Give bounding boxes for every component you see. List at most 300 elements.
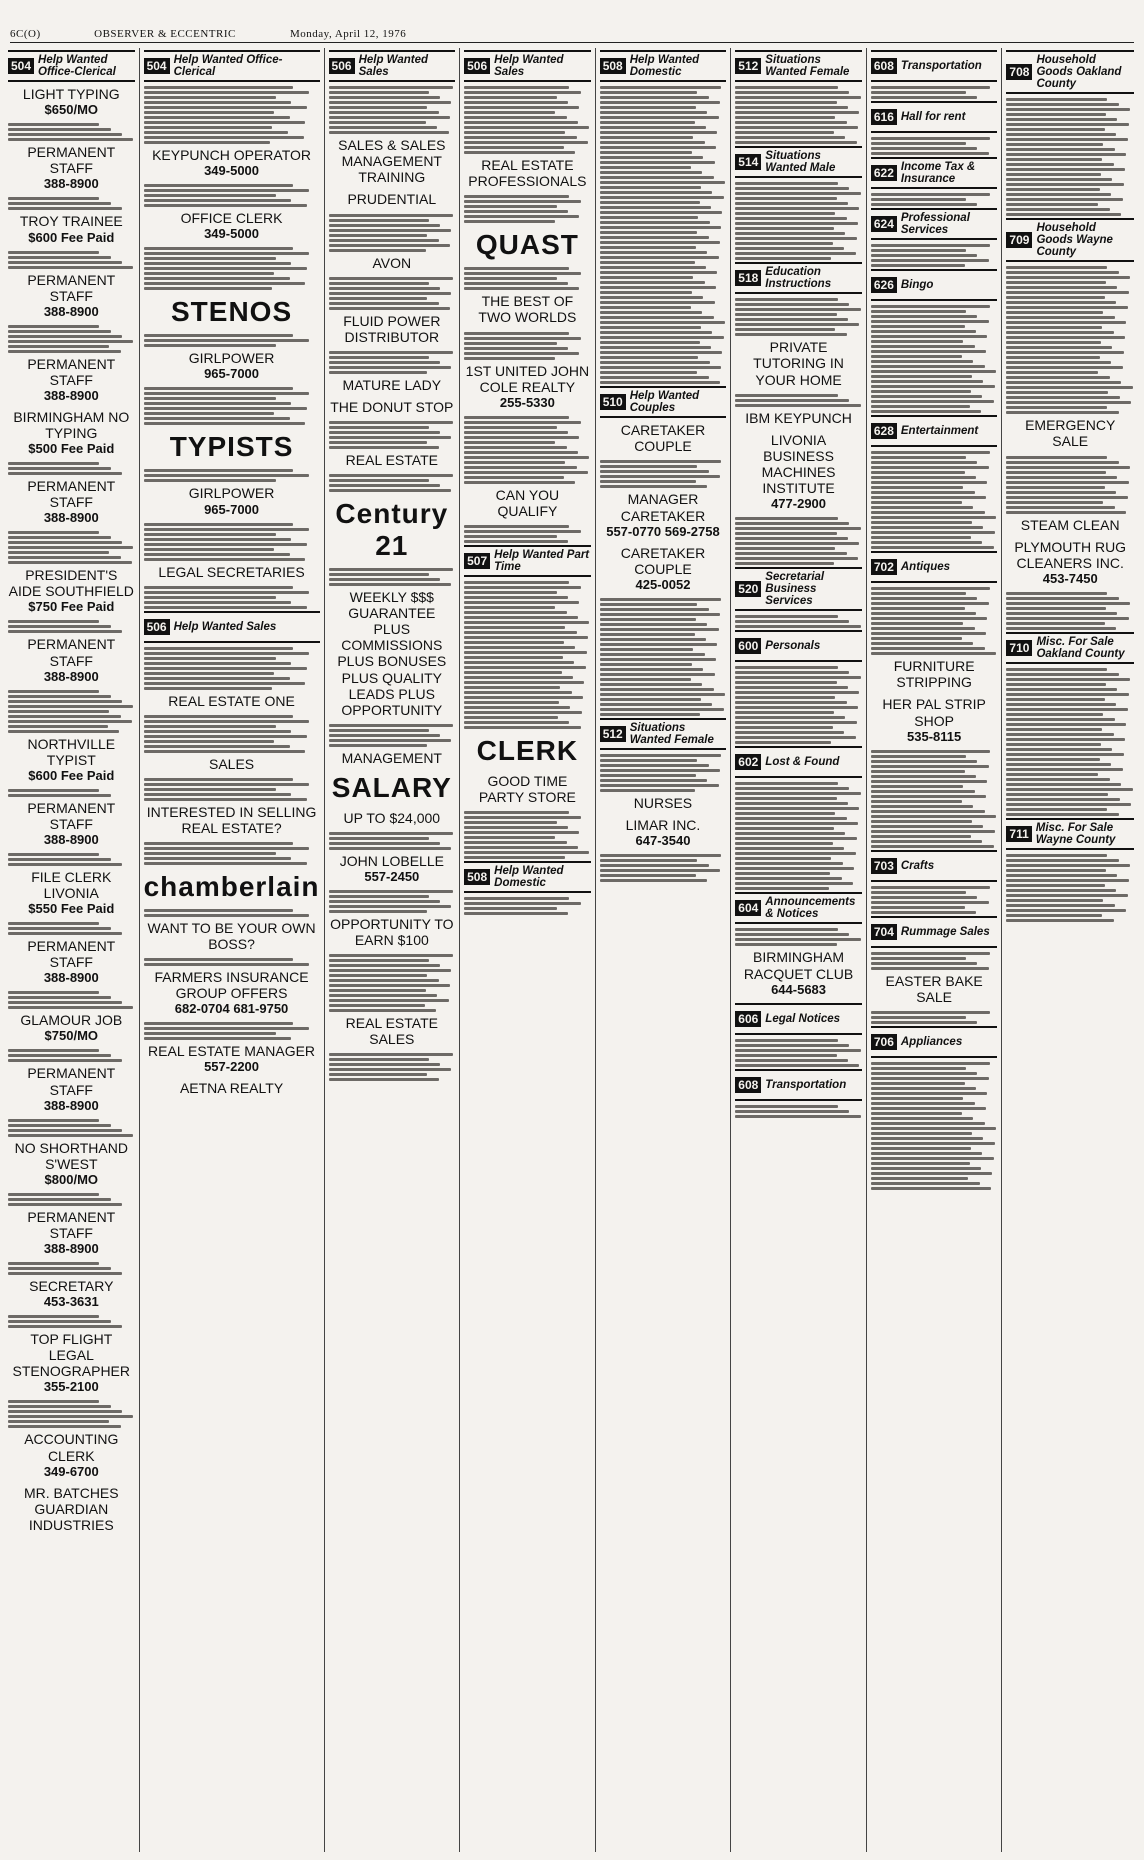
text-line	[600, 673, 715, 676]
section-number: 506	[329, 58, 355, 74]
section-header	[1006, 818, 1134, 850]
text-line	[1006, 213, 1121, 216]
ad-title: ACCOUNTING CLERK	[24, 1431, 119, 1464]
ad-body-text	[464, 581, 591, 729]
text-line	[8, 325, 99, 328]
text-line	[871, 315, 977, 318]
text-line	[871, 1182, 980, 1185]
text-line	[1006, 597, 1118, 600]
ad-body-text	[8, 991, 135, 1009]
text-line	[464, 352, 579, 355]
text-line	[871, 906, 965, 909]
text-line	[871, 310, 966, 313]
text-line	[600, 331, 713, 334]
text-line	[871, 845, 994, 848]
ad-body-text	[144, 586, 320, 609]
text-line	[464, 116, 567, 119]
ad-title: JOHN LOBELLE	[339, 853, 444, 869]
ad-phone: $500 Fee Paid	[28, 441, 115, 457]
text-line	[1006, 341, 1100, 344]
ad-body-text	[871, 587, 998, 655]
classified-ad	[1006, 539, 1134, 586]
text-line	[600, 221, 710, 224]
text-line	[144, 720, 309, 723]
text-line	[600, 166, 691, 169]
text-line	[329, 421, 453, 424]
text-line	[600, 161, 715, 164]
text-line	[8, 546, 133, 549]
text-line	[329, 583, 452, 586]
text-line	[600, 216, 699, 219]
text-line	[871, 647, 985, 650]
text-line	[464, 136, 577, 139]
section-number: 507	[464, 553, 490, 569]
text-line	[600, 864, 709, 867]
text-line	[8, 991, 99, 994]
text-line	[871, 1102, 975, 1105]
section-header	[735, 262, 862, 294]
text-line	[1006, 351, 1123, 354]
text-line	[600, 598, 722, 601]
section-number: 606	[735, 1011, 761, 1027]
section-title: Appliances	[900, 1035, 963, 1048]
text-line	[144, 91, 309, 94]
section-header	[464, 50, 591, 82]
text-line	[144, 677, 290, 680]
text-line	[600, 361, 710, 364]
ad-title: MANAGER CARETAKER	[620, 491, 706, 524]
text-line	[600, 196, 724, 199]
text-line	[735, 1039, 838, 1042]
ad-title: PERMANENT STAFF	[27, 1208, 116, 1241]
text-line	[1006, 904, 1114, 907]
ad-title: MR. BATCHES GUARDIAN INDUSTRIES	[23, 1484, 119, 1533]
section-header	[871, 551, 998, 583]
text-line	[8, 620, 99, 623]
text-line	[8, 1059, 122, 1062]
text-line	[329, 842, 440, 845]
text-line	[144, 204, 308, 207]
text-line	[600, 106, 696, 109]
text-line	[1006, 919, 1113, 922]
ad-body-text	[8, 251, 135, 269]
text-line	[735, 711, 834, 714]
text-line	[735, 399, 849, 402]
ad-body-text	[8, 690, 135, 733]
classified-ad	[8, 636, 135, 683]
text-line	[871, 1172, 993, 1175]
text-line	[8, 335, 122, 338]
text-line	[8, 695, 111, 698]
text-line	[464, 666, 586, 669]
text-line	[871, 1077, 989, 1080]
text-line	[600, 465, 697, 468]
text-line	[871, 835, 971, 838]
ad-body-text	[8, 620, 135, 633]
ad-phone: 388-8900	[43, 970, 99, 986]
text-line	[871, 901, 989, 904]
text-line	[871, 1177, 968, 1180]
text-line	[464, 611, 567, 614]
text-line	[464, 126, 589, 129]
ad-body-text	[329, 214, 456, 252]
section-title: Help Wanted Couples	[629, 390, 700, 415]
text-line	[464, 686, 560, 689]
text-line	[329, 239, 439, 242]
text-line	[1006, 481, 1128, 484]
text-line	[144, 407, 308, 410]
ad-body-text	[871, 750, 998, 848]
text-line	[871, 1132, 972, 1135]
classified-ad	[8, 1431, 135, 1478]
ad-body-text	[329, 954, 456, 1012]
text-line	[8, 625, 111, 628]
text-line	[144, 344, 276, 347]
ad-body-text	[144, 958, 320, 966]
text-line	[1006, 336, 1125, 339]
text-line	[871, 750, 990, 753]
text-line	[1006, 376, 1109, 379]
text-line	[8, 927, 111, 930]
text-line	[735, 547, 835, 550]
text-line	[600, 286, 716, 289]
ad-phone: 477-2900	[771, 496, 827, 512]
ad-title: KEYPUNCH OPERATOR	[152, 147, 312, 164]
text-line	[464, 205, 556, 208]
ad-title: PERMANENT STAFF	[27, 938, 116, 971]
text-line	[329, 994, 438, 997]
ad-body-text	[464, 525, 591, 543]
ad-title: BIRMINGHAM RACQUET CLUB	[743, 949, 854, 982]
text-line	[871, 1072, 977, 1075]
text-line	[144, 798, 308, 801]
text-line	[1006, 773, 1098, 776]
text-line	[735, 106, 848, 109]
text-line	[144, 252, 309, 255]
classified-ad	[144, 431, 320, 463]
text-line	[735, 141, 857, 144]
text-line	[464, 596, 568, 599]
section-header	[871, 415, 998, 447]
text-line	[329, 219, 429, 222]
section-header	[735, 50, 862, 82]
ad-phone: $750/MO	[44, 1028, 99, 1044]
ad-body-text	[735, 615, 862, 628]
classified-ad	[8, 478, 135, 525]
ad-body-text	[329, 568, 456, 586]
text-line	[8, 1320, 111, 1323]
text-line	[735, 857, 831, 860]
text-line	[735, 862, 843, 865]
ad-title: PERMANENT STAFF	[27, 271, 116, 304]
text-line	[871, 1062, 990, 1065]
text-line	[464, 581, 569, 584]
text-line	[871, 506, 974, 509]
text-line	[735, 887, 829, 890]
text-line	[871, 526, 984, 529]
section-number: 624	[871, 216, 897, 232]
text-line	[600, 613, 720, 616]
text-line	[144, 715, 294, 718]
text-line	[1006, 894, 1127, 897]
ad-body-text	[464, 267, 591, 290]
text-line	[735, 676, 860, 679]
section-header	[871, 101, 998, 133]
text-line	[1006, 602, 1130, 605]
text-line	[144, 857, 292, 860]
text-line	[871, 1147, 971, 1150]
ad-phone: 388-8900	[43, 387, 99, 403]
text-line	[144, 397, 276, 400]
text-line	[8, 266, 133, 269]
text-line	[871, 967, 989, 970]
ad-title: CARETAKER COUPLE	[620, 422, 706, 455]
ad-body-text	[329, 351, 456, 374]
classified-ad	[8, 1012, 135, 1043]
text-line	[8, 202, 111, 205]
text-line	[464, 636, 588, 639]
text-line	[144, 842, 294, 845]
section-header	[1006, 632, 1134, 664]
text-line	[464, 816, 580, 819]
ad-title: FARMERS INSURANCE GROUP OFFERS	[154, 969, 309, 1002]
section-title: Help Wanted Domestic	[494, 865, 564, 890]
text-line	[1006, 511, 1126, 514]
text-line	[8, 472, 122, 475]
text-line	[871, 790, 975, 793]
text-line	[735, 701, 846, 704]
text-line	[464, 456, 589, 459]
text-line	[600, 683, 703, 686]
text-line	[600, 101, 720, 104]
text-line	[144, 422, 306, 425]
text-line	[600, 301, 715, 304]
text-line	[8, 1405, 111, 1408]
classified-ad	[144, 804, 320, 836]
classified-ad	[329, 255, 456, 271]
classified-ad	[464, 157, 591, 189]
ad-title: NO SHORTHAND S'WEST	[14, 1139, 128, 1172]
text-line	[871, 627, 975, 630]
text-line	[871, 521, 972, 524]
text-line	[1006, 758, 1099, 761]
text-line	[600, 859, 697, 862]
text-line	[1006, 879, 1128, 882]
text-line	[735, 552, 846, 555]
text-line	[600, 261, 695, 264]
text-line	[464, 151, 575, 154]
ad-title: WANT TO BE YOUR OWN BOSS?	[147, 919, 316, 953]
text-line	[1006, 203, 1098, 206]
text-line	[735, 227, 834, 230]
ad-body-text	[735, 666, 862, 744]
text-line	[735, 131, 834, 134]
text-line	[329, 446, 439, 449]
text-line	[735, 328, 835, 331]
text-line	[600, 764, 709, 767]
text-line	[8, 1415, 133, 1418]
section-number: 626	[871, 277, 897, 293]
ad-body-text	[8, 1315, 135, 1328]
text-line	[8, 467, 111, 470]
text-line	[735, 232, 845, 235]
section-title: Help Wanted Part Time	[494, 548, 590, 573]
text-line	[600, 774, 696, 777]
classified-ad	[8, 736, 135, 783]
text-line	[871, 451, 990, 454]
ad-phone: 355-2100	[43, 1379, 99, 1395]
text-line	[600, 171, 703, 174]
text-line	[871, 840, 982, 843]
ad-title: REAL ESTATE	[345, 451, 438, 468]
text-line	[871, 365, 985, 368]
text-line	[600, 236, 709, 239]
text-line	[464, 671, 561, 674]
text-line	[144, 591, 309, 594]
text-line	[329, 1078, 439, 1081]
text-line	[144, 662, 292, 665]
text-line	[1006, 281, 1106, 284]
classified-ad	[329, 1015, 456, 1047]
text-line	[8, 133, 122, 136]
ad-title: AETNA REALTY	[179, 1080, 284, 1097]
classified-ad	[735, 432, 862, 511]
text-line	[871, 1162, 970, 1165]
text-line	[600, 246, 696, 249]
text-line	[144, 272, 274, 275]
text-line	[735, 91, 849, 94]
text-line	[144, 862, 308, 865]
ad-body-text	[329, 724, 456, 747]
classified-column	[600, 48, 732, 1852]
ad-body-text	[8, 462, 135, 475]
text-line	[8, 996, 111, 999]
text-line	[871, 1127, 996, 1130]
section-title: Help Wanted Office-Clerical	[173, 54, 283, 79]
section-header	[871, 850, 998, 882]
text-line	[735, 872, 830, 875]
ad-body-text	[8, 922, 135, 935]
text-line	[1006, 869, 1106, 872]
text-line	[8, 789, 99, 792]
text-line	[329, 969, 452, 972]
text-line	[8, 556, 121, 559]
text-line	[329, 302, 439, 305]
text-line	[735, 527, 860, 530]
section-number: 506	[144, 619, 170, 635]
text-line	[8, 536, 111, 539]
text-line	[735, 1115, 860, 1118]
text-line	[735, 318, 848, 321]
text-line	[464, 476, 564, 479]
text-line	[1006, 168, 1125, 171]
classified-ad	[871, 973, 998, 1005]
text-line	[1006, 793, 1108, 796]
classified-column	[1006, 48, 1138, 1852]
section-header	[1006, 50, 1134, 94]
text-line	[8, 541, 122, 544]
ad-phone: 644-5683	[771, 981, 827, 997]
text-line	[1006, 506, 1114, 509]
text-line	[464, 287, 579, 290]
text-line	[329, 366, 452, 369]
text-line	[1006, 708, 1127, 711]
text-line	[144, 387, 294, 390]
classified-ad	[329, 452, 456, 468]
text-line	[1006, 138, 1127, 141]
text-line	[600, 156, 704, 159]
ad-body-text	[871, 86, 998, 99]
ad-title: REAL ESTATE MANAGER	[148, 1043, 316, 1060]
text-line	[144, 96, 276, 99]
text-line	[871, 203, 977, 206]
text-line	[464, 481, 575, 484]
ad-phone: 255-5330	[499, 394, 555, 410]
section-number: 506	[464, 58, 490, 74]
text-line	[144, 528, 309, 531]
text-line	[735, 562, 834, 565]
classified-ad	[464, 229, 591, 261]
text-line	[600, 608, 709, 611]
text-line	[144, 667, 308, 670]
text-line	[464, 146, 564, 149]
text-line	[8, 922, 99, 925]
ad-display-title: Century 21	[335, 498, 449, 562]
classified-ad	[8, 144, 135, 191]
text-line	[8, 330, 111, 333]
section-header	[735, 746, 862, 778]
text-line	[329, 999, 449, 1002]
text-line	[329, 1053, 453, 1056]
text-line	[600, 754, 722, 757]
text-line	[1006, 738, 1125, 741]
ad-title: REAL ESTATE PROFESSIONALS	[468, 157, 587, 190]
text-line	[144, 189, 309, 192]
text-line	[144, 783, 309, 786]
section-header	[1006, 218, 1134, 262]
text-line	[871, 375, 972, 378]
text-line	[1006, 788, 1132, 791]
ad-body-text	[600, 598, 727, 716]
text-line	[600, 316, 714, 319]
text-line	[464, 101, 568, 104]
text-line	[144, 652, 309, 655]
text-line	[871, 320, 989, 323]
text-line	[735, 313, 836, 316]
section-title: Help Wanted Sales	[494, 54, 564, 79]
text-line	[871, 476, 976, 479]
text-line	[144, 558, 306, 561]
text-line	[144, 740, 274, 743]
text-line	[600, 306, 691, 309]
text-line	[600, 271, 718, 274]
ad-body-text	[735, 517, 862, 565]
text-line	[144, 735, 308, 738]
ad-phone: 349-5000	[204, 163, 260, 179]
ad-title: THE BEST OF TWO WORLDS	[478, 293, 577, 326]
text-line	[464, 631, 577, 634]
text-line	[1006, 296, 1104, 299]
text-line	[871, 330, 976, 333]
ad-phone: $550 Fee Paid	[28, 901, 115, 917]
text-line	[464, 451, 578, 454]
text-line	[8, 123, 99, 126]
section-number: 616	[871, 109, 897, 125]
text-line	[144, 793, 292, 796]
ad-title: AVON	[372, 254, 412, 271]
classified-ad	[329, 589, 456, 718]
text-line	[871, 390, 971, 393]
